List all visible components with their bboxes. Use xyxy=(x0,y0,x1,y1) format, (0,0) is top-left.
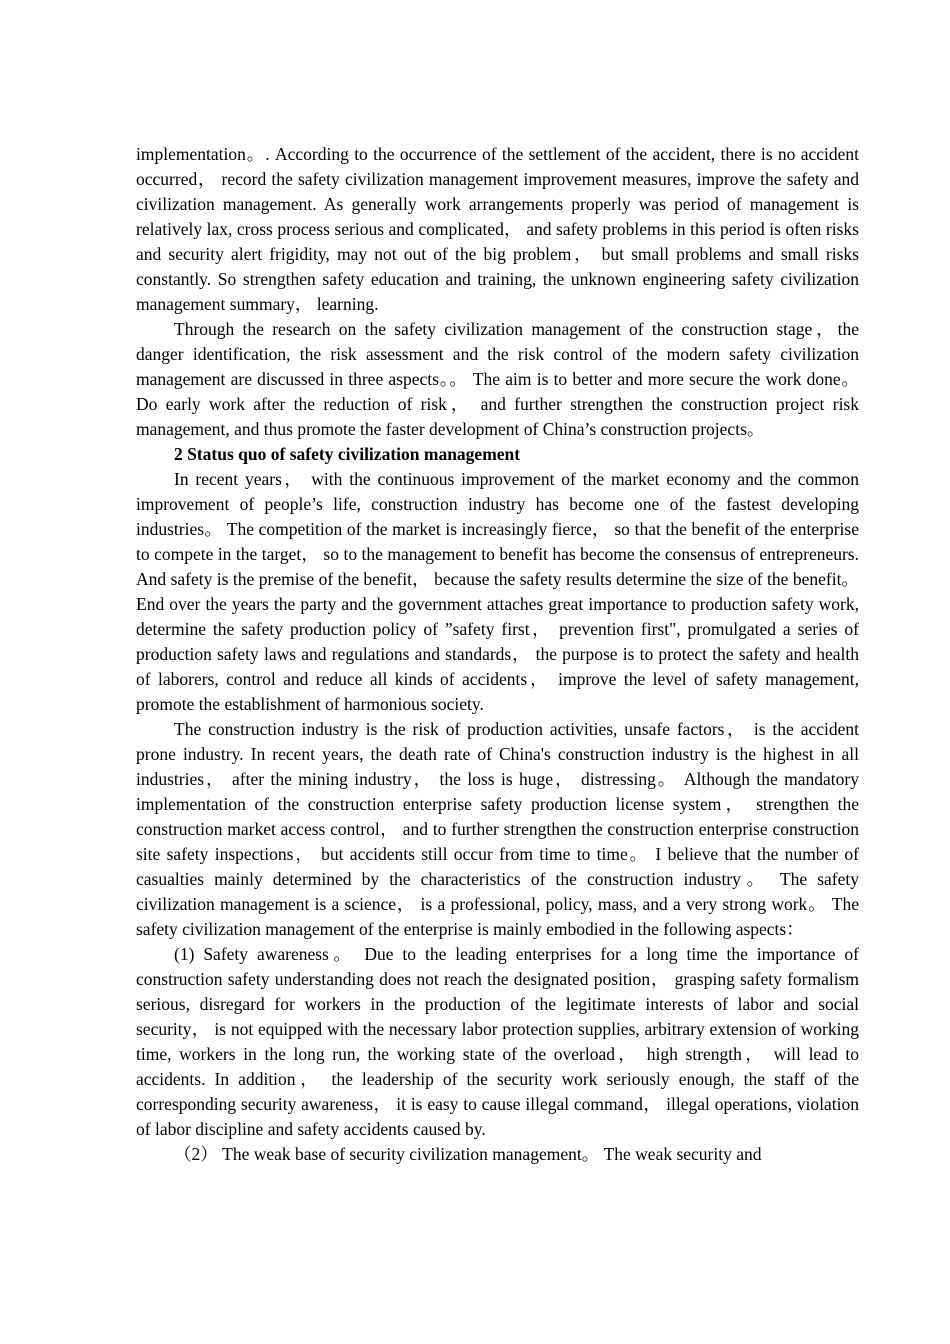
paragraph-intro-continuation: implementation。. According to the occurrence of the settlement of the accident, there is no accident occurred， record the safety civilization management improvement measures, improve the safety and civilization management. As generally work arrangements properly was period of management is relatively lax, cross process serious and complicated， and safety problems in this period is often risks and security alert frigidity, may not out of the big problem， but small problems and small risks constantly. So strengthen safety education and training, the unknown engineering safety civilization management summary， learning. xyxy=(136,144,859,314)
document-page xyxy=(136,142,859,1167)
section-heading: 2 Status quo of safety civilization management xyxy=(174,444,521,464)
paragraph-recent-years: In recent years， with the continuous improvement of the market economy and the common improvement of people’s life, construction industry has become one of the fastest developing industries。 The competition of the market is increasingly fierce， so that the benefit of the enterprise to compete in the target， so to the management to benefit has become the consensus of entrepreneurs. And safety is the premise of the benefit， because the safety results determine the size of the benefit。 End over the years the party and the government attaches great importance to production safety work, determine the safety production policy of ”safety first， prevention first", promulgated a series of production safety laws and regulations and standards， the purpose is to protect the safety and health of laborers, control and reduce all kinds of accidents， improve the level of safety management, promote the establishment of harmonious society. xyxy=(136,469,859,714)
paragraph-safety-awareness: (1) Safety awareness。 Due to the leading enterprises for a long time the importance of construction safety understanding does not reach the designated position， grasping safety formalism serious, disregard for workers in the production of the legitimate interests of labor and social security， is not equipped with the necessary labor protection supplies, arbitrary extension of working time, workers in the long run, the working state of the overload， high strength， will lead to accidents. In addition， the leadership of the security work seriously enough, the staff of the corresponding security awareness， it is easy to cause illegal command， illegal operations, violation of labor discipline and safety accidents caused by. xyxy=(136,944,859,1139)
paragraph-construction-risk: The construction industry is the risk of production activities, unsafe factors， is the accident prone industry. In recent years, the death rate of China's construction industry is the highest in all industries， after the mining industry， the loss is huge， distressing。 Although the mandatory implementation of the construction enterprise safety production license system， strengthen the construction market access control， and to further strengthen the construction enterprise construction site safety inspections， but accidents still occur from time to time。 I believe that the number of casualties mainly determined by the characteristics of the construction industry。 The safety civilization management is a science， is a professional, policy, mass, and a very strong work。 The safety civilization management of the enterprise is mainly embodied in the following aspects： xyxy=(136,719,859,939)
paragraph-weak-base: （2） The weak base of security civilization management。 The weak security and xyxy=(174,1144,762,1164)
paragraph-research-aim: Through the research on the safety civilization management of the construction stage，the danger identification, the risk assessment and the risk control of the modern safety civilization management are discussed in three aspects。。 The aim is to better and more secure the work done。 Do early work after the reduction of risk， and further strengthen the construction project risk management, and thus promote the faster development of China’s construction projects。 xyxy=(136,319,859,439)
